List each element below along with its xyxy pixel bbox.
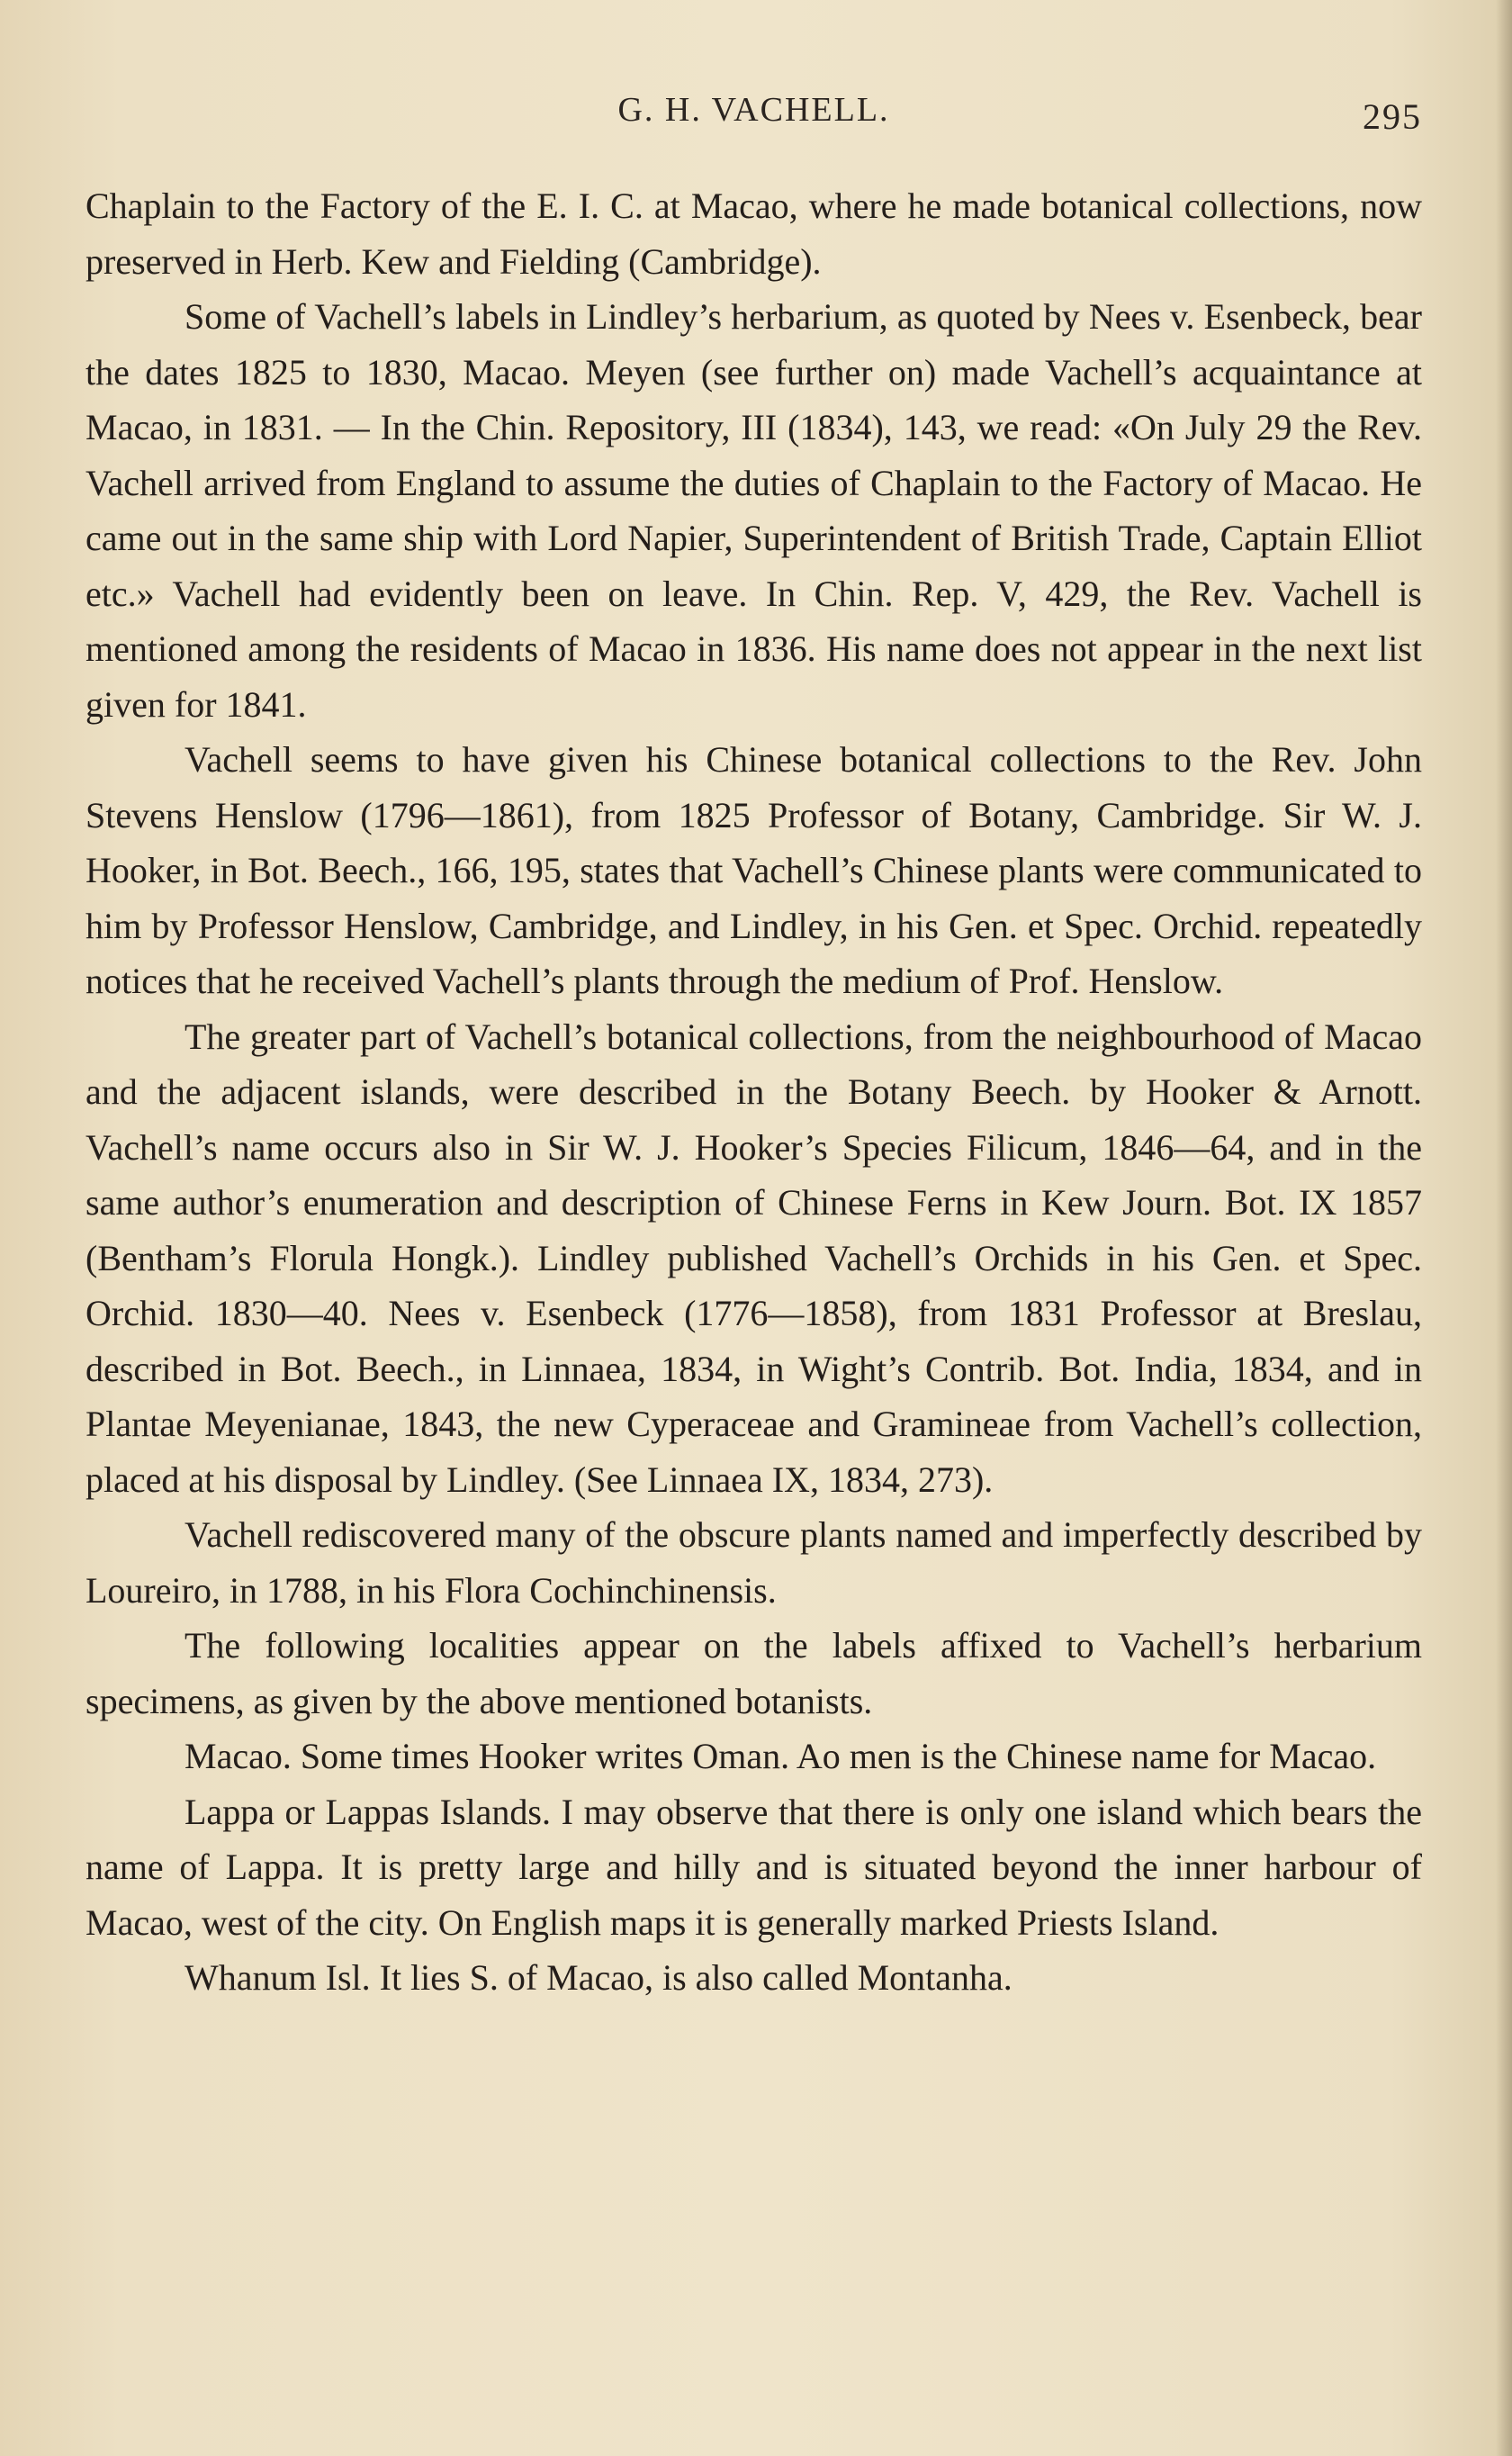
body-text <box>86 178 1422 2006</box>
paragraph: Lappa or Lappas Islands. I may observe that there is only one island which bears the name of Lappa. It is pretty large and hilly and is situated beyond the inner harbour of Macao, west of the city. On English maps it is generally marked Priests Island. <box>86 1791 1422 1943</box>
paragraph: Vachell rediscovered many of the obscure plants named and imperfectly described by Loureiro, in 1788, in his Flora Cochinchinensis. <box>86 1514 1422 1611</box>
paragraph: Macao. Some times Hooker writes Oman. Ao men is the Chinese name for Macao. <box>184 1736 1377 1776</box>
paragraph: Whanum Isl. It lies S. of Macao, is also called Montanha. <box>184 1957 1012 1998</box>
paragraph: The greater part of Vachell’s botanical collections, from the neighbourhood of Macao and the adjacent islands, were described in the Botany Beech. by Hooker & Arnott. Vachell’s name occurs also in Sir W. J. Hooker’s Species Filicum, 1846—64, and in the same author’s enumeration and description of Chinese Ferns in Kew Journ. Bot. IX 1857 (Bentham’s Florula Hongk.). Lindley published Vachell’s Orchids in his Gen. et Spec. Orchid. 1830—40. Nees v. Esenbeck (1776—1858), from 1831 Professor at Breslau, described in Bot. Beech., in Linnaea, 1834, in Wight’s Contrib. Bot. India, 1834, and in Plantae Meyenianae, 1843, the new Cyperaceae and Gramineae from Vachell’s collection, placed at his disposal by Lindley. (See Linnaea IX, 1834, 273). <box>86 1016 1422 1500</box>
paragraph: Vachell seems to have given his Chinese botanical collections to the Rev. John Stevens Henslow (1796—1861), from 1825 Professor of Botany, Cambridge. Sir W. J. Hooker, in Bot. Beech., 166, 195, states that Vachell’s Chinese plants were communicated to him by Professor Henslow, Cambridge, and Lindley, in his Gen. et Spec. Orchid. repeatedly notices that he received Vachell’s plants through the medium of Prof. Henslow. <box>86 739 1422 1001</box>
paragraph: The following localities appear on the labels affixed to Vachell’s herbarium specimens, as given by the above mentioned botanists. <box>86 1625 1422 1721</box>
page-number: 295 <box>1363 96 1422 137</box>
paragraph: Chaplain to the Factory of the E. I. C. at Macao, where he made botanical collections, now preserved in Herb. Kew and Fielding (Cambridge). <box>86 185 1422 282</box>
running-title: G. H. VACHELL. <box>617 91 890 129</box>
paragraph: Some of Vachell’s labels in Lindley’s herbarium, as quoted by Nees v. Esenbeck, bear the dates 1825 to 1830, Macao. Meyen (see further on) made Vachell’s acquaintance at Macao, in 1831. — In the Chin. Repository, III (1834), 143, we read: «On July 29 the Rev. Vachell arrived from England to assume the duties of Chaplain to the Factory of Macao. He came out in the same ship with Lord Napier, Superintendent of British Trade, Captain Elliot etc.» Vachell had evidently been on leave. In Chin. Rep. V, 429, the Rev. Vachell is mentioned among the residents of Macao in 1836. His name does not appear in the next list given for 1841. <box>86 296 1422 725</box>
page-header <box>86 90 1422 144</box>
